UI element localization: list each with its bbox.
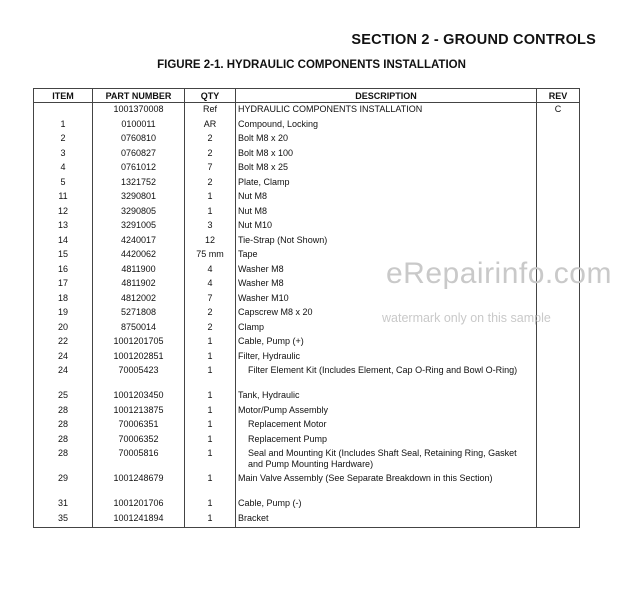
cell-description: Filter Element Kit (Includes Element, Cap O-Ring and Bowl O-Ring) [236, 365, 537, 390]
cell-part-number: 3290801 [93, 191, 185, 206]
section-title: SECTION 2 - GROUND CONTROLS [351, 32, 596, 48]
cell-part-number: 0760827 [93, 148, 185, 163]
cell-qty: 1 [185, 336, 236, 351]
cell-rev [537, 390, 580, 405]
table-row [34, 448, 580, 473]
cell-part-number: 4811900 [93, 264, 185, 279]
cell-description: Cable, Pump (-) [236, 498, 537, 513]
cell-item: 31 [34, 498, 93, 513]
cell-item: 5 [34, 177, 93, 192]
cell-part-number: 70005816 [93, 448, 185, 473]
cell-description: Bracket [236, 513, 537, 528]
cell-part-number: 70005423 [93, 365, 185, 390]
cell-part-number: 1001248679 [93, 473, 185, 498]
cell-qty: 1 [185, 365, 236, 390]
cell-qty: 4 [185, 264, 236, 279]
cell-item: 14 [34, 235, 93, 250]
cell-part-number: 4420062 [93, 249, 185, 264]
cell-description: Replacement Motor [236, 419, 537, 434]
cell-qty: 75 mm [185, 249, 236, 264]
cell-rev [537, 405, 580, 420]
cell-item: 19 [34, 307, 93, 322]
cell-item: 25 [34, 390, 93, 405]
cell-qty: 1 [185, 448, 236, 473]
cell-qty: 1 [185, 390, 236, 405]
cell-part-number: 3290805 [93, 206, 185, 221]
cell-rev [537, 513, 580, 528]
table-row [34, 220, 580, 235]
table-row [34, 206, 580, 221]
cell-part-number: 0100011 [93, 119, 185, 134]
cell-item: 2 [34, 133, 93, 148]
cell-item: 1 [34, 119, 93, 134]
figure-title: FIGURE 2-1. HYDRAULIC COMPONENTS INSTALLATION [157, 59, 466, 71]
cell-rev [537, 220, 580, 235]
watermark-note: watermark only on this sample [382, 311, 551, 325]
cell-description: Cable, Pump (+) [236, 336, 537, 351]
cell-item: 16 [34, 264, 93, 279]
cell-part-number: 8750014 [93, 322, 185, 337]
cell-qty: 1 [185, 405, 236, 420]
cell-item: 28 [34, 405, 93, 420]
cell-part-number: 1001370008 [93, 103, 185, 119]
cell-qty: 7 [185, 293, 236, 308]
table-row [34, 405, 580, 420]
cell-item: 28 [34, 448, 93, 473]
cell-item [34, 103, 93, 119]
cell-qty: 1 [185, 419, 236, 434]
cell-qty: 7 [185, 162, 236, 177]
column-header-part-number: PART NUMBER [93, 89, 185, 103]
cell-qty: AR [185, 119, 236, 134]
cell-description: Motor/Pump Assembly [236, 405, 537, 420]
cell-qty: 4 [185, 278, 236, 293]
parts-table [33, 88, 580, 528]
cell-part-number: 1001241894 [93, 513, 185, 528]
cell-part-number: 4240017 [93, 235, 185, 250]
cell-qty: 1 [185, 191, 236, 206]
cell-item: 4 [34, 162, 93, 177]
cell-description: Tape [236, 249, 537, 264]
column-header-qty: QTY [185, 89, 236, 103]
cell-item: 35 [34, 513, 93, 528]
cell-description: Nut M8 [236, 206, 537, 221]
cell-description: Washer M8 [236, 278, 537, 293]
cell-qty: 12 [185, 235, 236, 250]
cell-item: 17 [34, 278, 93, 293]
cell-description: Filter, Hydraulic [236, 351, 537, 366]
cell-rev [537, 498, 580, 513]
cell-item: 22 [34, 336, 93, 351]
cell-description: Nut M10 [236, 220, 537, 235]
cell-qty: 1 [185, 513, 236, 528]
table-row [34, 434, 580, 449]
cell-rev [537, 235, 580, 250]
cell-rev [537, 148, 580, 163]
column-header-item: ITEM [34, 89, 93, 103]
table-row [34, 191, 580, 206]
cell-rev [537, 206, 580, 221]
cell-item: 29 [34, 473, 93, 498]
cell-qty: 2 [185, 148, 236, 163]
cell-qty: 2 [185, 177, 236, 192]
cell-qty: 1 [185, 473, 236, 498]
cell-item: 3 [34, 148, 93, 163]
column-header-rev: REV [537, 89, 580, 103]
cell-description: Clamp [236, 322, 537, 337]
table-row [34, 177, 580, 192]
cell-item: 24 [34, 365, 93, 390]
table-row [34, 513, 580, 528]
cell-part-number: 0760810 [93, 133, 185, 148]
cell-part-number: 0761012 [93, 162, 185, 177]
cell-description: Washer M8 [236, 264, 537, 279]
cell-description: HYDRAULIC COMPONENTS INSTALLATION [236, 103, 537, 119]
cell-item: 24 [34, 351, 93, 366]
cell-part-number: 1001202851 [93, 351, 185, 366]
table-row [34, 390, 580, 405]
cell-rev: C [537, 103, 580, 119]
cell-qty: Ref [185, 103, 236, 119]
cell-part-number: 1001203450 [93, 390, 185, 405]
table-row [34, 365, 580, 390]
cell-description: Tie-Strap (Not Shown) [236, 235, 537, 250]
cell-part-number: 4812002 [93, 293, 185, 308]
cell-rev [537, 162, 580, 177]
cell-rev [537, 119, 580, 134]
cell-item: 28 [34, 434, 93, 449]
table-row [34, 148, 580, 163]
cell-rev [537, 336, 580, 351]
cell-description: Main Valve Assembly (See Separate Breakdown in this Section) [236, 473, 537, 498]
cell-description: Bolt M8 x 100 [236, 148, 537, 163]
cell-item: 12 [34, 206, 93, 221]
cell-qty: 1 [185, 206, 236, 221]
cell-description: Plate, Clamp [236, 177, 537, 192]
cell-part-number: 1001201705 [93, 336, 185, 351]
watermark-brand: eRepairinfo.com [386, 257, 612, 290]
table-row [34, 235, 580, 250]
cell-item: 15 [34, 249, 93, 264]
cell-qty: 1 [185, 351, 236, 366]
cell-item: 18 [34, 293, 93, 308]
cell-description: Bolt M8 x 20 [236, 133, 537, 148]
cell-item: 13 [34, 220, 93, 235]
cell-rev [537, 434, 580, 449]
cell-description: Compound, Locking [236, 119, 537, 134]
cell-item: 11 [34, 191, 93, 206]
cell-rev [537, 191, 580, 206]
table-row [34, 119, 580, 134]
cell-qty: 1 [185, 434, 236, 449]
table-row [34, 293, 580, 308]
cell-description: Seal and Mounting Kit (Includes Shaft Seal, Retaining Ring, Gasket and Pump Mounting Hardware) [236, 448, 537, 473]
cell-rev [537, 293, 580, 308]
cell-item: 20 [34, 322, 93, 337]
table-row [34, 336, 580, 351]
cell-rev [537, 177, 580, 192]
table-row [34, 133, 580, 148]
cell-description: Washer M10 [236, 293, 537, 308]
cell-description: Replacement Pump [236, 434, 537, 449]
table-row [34, 498, 580, 513]
cell-part-number: 3291005 [93, 220, 185, 235]
cell-rev [537, 473, 580, 498]
cell-part-number: 4811902 [93, 278, 185, 293]
cell-qty: 2 [185, 322, 236, 337]
column-header-description: DESCRIPTION [236, 89, 537, 103]
cell-item: 28 [34, 419, 93, 434]
cell-part-number: 1001201706 [93, 498, 185, 513]
cell-rev [537, 448, 580, 473]
cell-description: Tank, Hydraulic [236, 390, 537, 405]
cell-rev [537, 351, 580, 366]
cell-qty: 2 [185, 307, 236, 322]
cell-part-number: 1321752 [93, 177, 185, 192]
table-header-row [34, 89, 580, 103]
cell-part-number: 5271808 [93, 307, 185, 322]
cell-qty: 2 [185, 133, 236, 148]
table-row [34, 419, 580, 434]
cell-rev [537, 419, 580, 434]
table-row [34, 351, 580, 366]
table-row [34, 162, 580, 177]
cell-description: Nut M8 [236, 191, 537, 206]
cell-description: Bolt M8 x 25 [236, 162, 537, 177]
table-row [34, 473, 580, 498]
cell-description: Capscrew M8 x 20 [236, 307, 537, 322]
cell-rev [537, 133, 580, 148]
cell-rev [537, 365, 580, 390]
cell-qty: 1 [185, 498, 236, 513]
cell-part-number: 1001213875 [93, 405, 185, 420]
table-row [34, 103, 580, 119]
cell-part-number: 70006352 [93, 434, 185, 449]
cell-part-number: 70006351 [93, 419, 185, 434]
cell-qty: 3 [185, 220, 236, 235]
